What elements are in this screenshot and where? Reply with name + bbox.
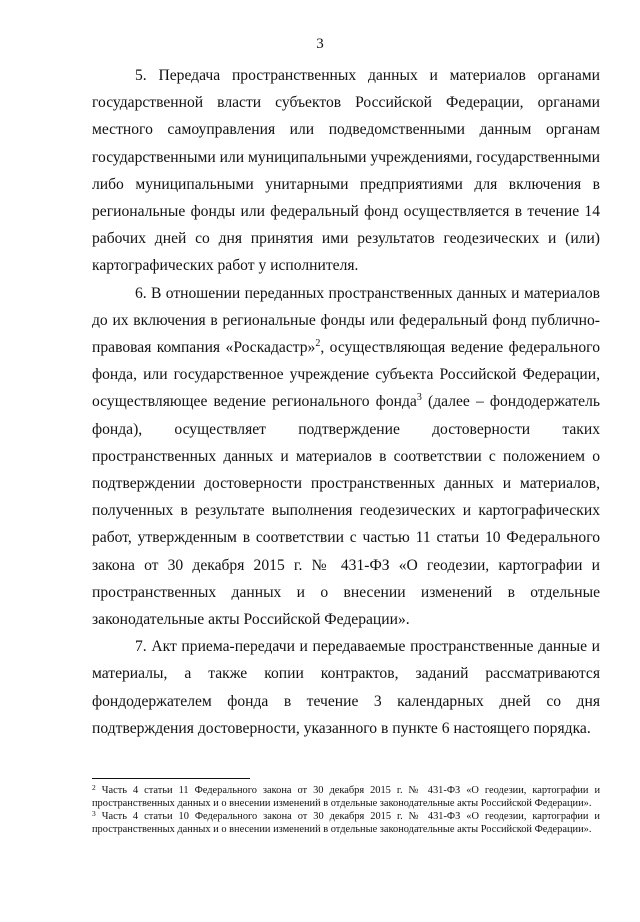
footnote-text-3: Часть 4 статьи 10 Федерального закона от 30 декабря 2015 г. № 431-ФЗ «О геодезии, картографии и пространственных данных и о внесении изменений в отдельные законодательные акты Российской Федерации».: [92, 811, 600, 835]
footnote-reference-2: 2: [315, 338, 321, 350]
footnote-mark-3: 3: [92, 809, 96, 818]
footnote-text-2: Часть 4 статьи 11 Федерального закона от 30 декабря 2015 г. № 431-ФЗ «О геодезии, картографии и пространственных данных и о внесении изменений в отдельные законодательные акты Российской Федерации».: [92, 785, 600, 809]
paragraph-6-text-2: , осуществляющая ведение федерального фонда, или государственное учреждение субъекта Российской Федерации, осуществляющее ведение регионального фонда: [92, 339, 600, 411]
footnotes: [92, 784, 600, 836]
footnote-3: [92, 810, 600, 836]
footnote-separator: [92, 778, 250, 779]
paragraph-6-text-1: 6. В отношении переданных пространственных данных и материалов до их включения в региональные фонды или федеральный фонд публично-правовая компания «Роскадастр»: [92, 284, 600, 357]
paragraph-6: [92, 280, 600, 634]
footnote-reference-3: 3: [416, 392, 422, 404]
paragraph-6-text-3: (далее – фондодержатель фонда), осуществляет подтверждение достоверности таких пространственных данных и материалов в соответствии с положением о подтверждении достоверности пространственных данных и материалов, полученных в результате выполнения геодезических и картографических работ, утвержденным в соответствии с частью 11 статьи 10 Федерального закона от 30 декабря 2015 г. № 431-ФЗ «О геодезии, картографии и пространственных данных и о внесении изменений в отдельные законодательные акты Российской Федерации».: [92, 393, 600, 629]
document-body: [92, 62, 600, 742]
paragraph-5: 5. Передача пространственных данных и материалов органами государственной власти субъектов Российской Федерации, органами местного самоуправления или подведомственными данным органам государственными или муниципальными учреждениями, государственными либо муниципальными унитарными предприятиями для включения в региональные фонды или федеральный фонд осуществляется в течение 14 рабочих дней со дня принятия ими результатов геодезических и (или) картографических работ у исполнителя.: [92, 67, 600, 275]
footnote-2: [92, 784, 600, 810]
page-number: 3: [316, 36, 324, 52]
footnote-mark-2: 2: [92, 783, 96, 792]
paragraph-7: 7. Акт приема-передачи и передаваемые пространственные данные и материалы, а также копии контрактов, заданий рассматриваются фондодержателем фонда в течение 3 календарных дней со дня подтверждения достоверности, указанного в пункте 6 настоящего порядка.: [92, 638, 600, 737]
